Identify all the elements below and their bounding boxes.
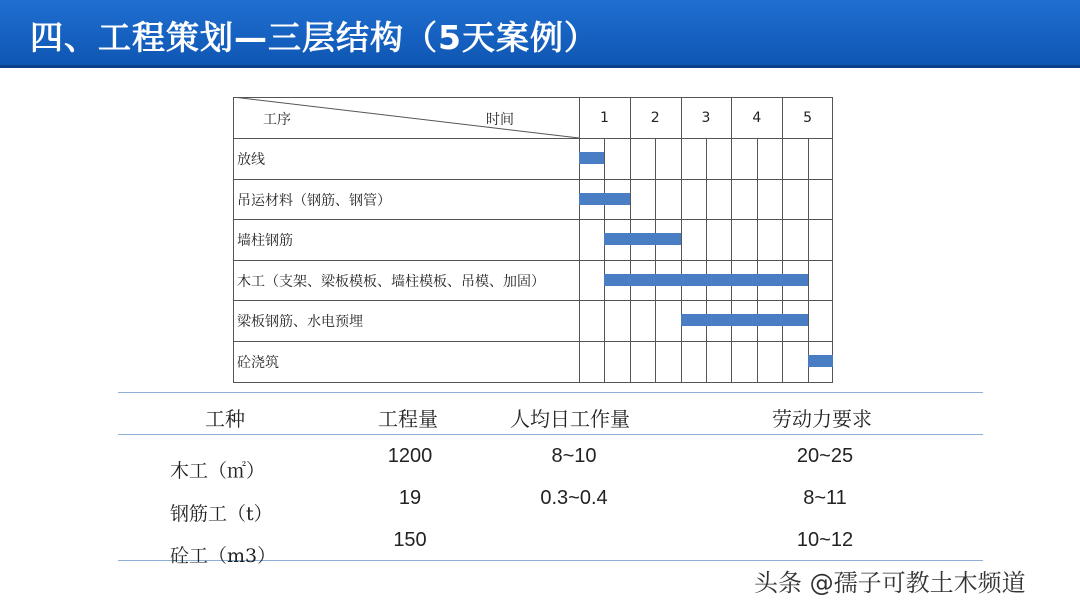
cell-labor: 20~25 (796, 445, 854, 467)
header-bar (0, 0, 1080, 68)
task-bar (681, 314, 808, 326)
grid-line (233, 97, 234, 382)
day-label: 1 (599, 110, 609, 126)
task-label: 砼浇筑 (237, 355, 279, 371)
grid-line (233, 341, 833, 342)
grid-line (233, 260, 833, 261)
cell-daily: 8~10 (551, 445, 597, 467)
task-bar (579, 193, 630, 205)
task-label: 放线 (237, 152, 265, 168)
task-label: 墙柱钢筋 (237, 233, 293, 250)
task-bar (604, 274, 807, 286)
cell-quantity: 150 (393, 529, 427, 551)
cell-labor: 10~12 (796, 529, 854, 551)
grid-line (233, 382, 833, 383)
grid-line (681, 97, 682, 382)
day-label: 2 (650, 110, 660, 126)
task-label: 吊运材料（钢筋、钢管） (237, 192, 391, 209)
grid-line (233, 138, 833, 139)
col-header-quantity: 工程量 (378, 407, 438, 431)
page-title: 四、工程策划—三层结构（5天案例） (30, 18, 598, 57)
col-header-labor: 劳动力要求 (772, 407, 872, 431)
day-label: 3 (701, 110, 711, 126)
grid-line (731, 97, 732, 382)
table-top-line (118, 392, 983, 393)
row-label-carpenter: 木工（㎡） (170, 460, 266, 482)
task-label: 梁板钢筋、水电预埋 (237, 314, 363, 331)
grid-line (579, 97, 580, 382)
grid-line (233, 97, 833, 98)
grid-line (233, 179, 833, 180)
cell-daily: 0.3~0.4 (540, 487, 608, 509)
cell-quantity: 19 (398, 487, 422, 509)
time-header: 时间 (486, 112, 514, 128)
col-header-type: 工种 (205, 407, 245, 431)
watermark: 头条 @孺子可教土木频道 (754, 569, 1026, 597)
table-header-line (118, 434, 983, 435)
grid-line (782, 97, 783, 382)
col-header-daily: 人均日工作量 (510, 407, 630, 431)
task-bar (808, 355, 833, 367)
cell-labor: 8~11 (803, 487, 847, 509)
day-label: 4 (752, 110, 762, 126)
task-bar (604, 233, 680, 245)
cell-quantity: 1200 (387, 445, 433, 467)
grid-line (233, 219, 833, 220)
grid-line (233, 300, 833, 301)
task-bar (579, 152, 604, 164)
row-label-concrete: 砼工（m3） (170, 545, 277, 567)
task-label: 木工（支架、梁板模板、墙柱模板、吊模、加固） (237, 273, 545, 290)
gantt-chart (233, 97, 833, 382)
row-label-rebar: 钢筋工（t） (170, 503, 273, 525)
day-label: 5 (803, 110, 813, 126)
process-header: 工序 (263, 112, 291, 128)
